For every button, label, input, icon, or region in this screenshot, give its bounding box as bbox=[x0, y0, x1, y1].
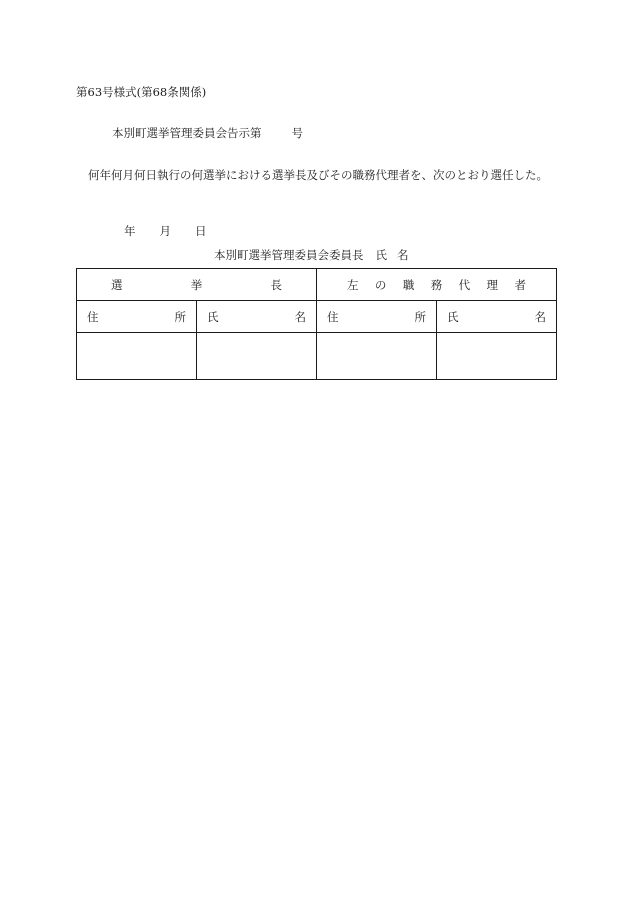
address-char: 所 bbox=[414, 309, 426, 324]
notice-heading-prefix: 本別町選挙管理委員会告示第 bbox=[112, 126, 262, 140]
deputy-header bbox=[317, 269, 557, 301]
signatory-surname-label: 氏 bbox=[375, 248, 387, 262]
deputy-char: 者 bbox=[514, 277, 526, 292]
table-row bbox=[77, 333, 557, 380]
deputy-address-header bbox=[317, 301, 437, 333]
deputy-char: 務 bbox=[430, 277, 443, 292]
name-char: 氏 bbox=[207, 309, 219, 324]
chief-address-header bbox=[77, 301, 197, 333]
election-chief-header bbox=[77, 269, 317, 301]
deputy-name-header bbox=[437, 301, 557, 333]
group-header-row bbox=[77, 269, 557, 301]
address-char: 所 bbox=[174, 309, 186, 324]
chief-name-header bbox=[197, 301, 317, 333]
date-line bbox=[124, 223, 207, 239]
deputy-char: 左 bbox=[347, 277, 359, 292]
election-chief-char: 挙 bbox=[190, 277, 203, 292]
name-char: 名 bbox=[534, 309, 546, 324]
notice-heading-suffix: 号 bbox=[291, 126, 303, 140]
signatory-line bbox=[214, 247, 409, 263]
deputy-address-cell[interactable] bbox=[317, 333, 437, 380]
signatory-name-label: 名 bbox=[397, 248, 409, 262]
notice-body-text: 何年何月何日執行の何選挙における選挙長及びその職務代理者を、次のとおり選任した。 bbox=[88, 168, 548, 182]
signatory-title: 本別町選挙管理委員会委員長 bbox=[214, 248, 364, 262]
chief-name-cell[interactable] bbox=[197, 333, 317, 380]
date-day-label: 日 bbox=[195, 224, 207, 238]
notice-body bbox=[76, 166, 556, 184]
appointment-table bbox=[76, 268, 557, 380]
notice-heading bbox=[112, 125, 303, 141]
address-char: 住 bbox=[327, 309, 339, 324]
sub-header-row bbox=[77, 301, 557, 333]
form-number: 第63号様式(第68条関係) bbox=[76, 85, 207, 99]
election-chief-char: 長 bbox=[270, 277, 282, 292]
deputy-char: の bbox=[374, 277, 387, 292]
address-char: 住 bbox=[87, 309, 99, 324]
deputy-name-cell[interactable] bbox=[437, 333, 557, 380]
name-char: 氏 bbox=[447, 309, 459, 324]
name-char: 名 bbox=[294, 309, 306, 324]
deputy-char: 代 bbox=[458, 277, 471, 292]
deputy-char: 理 bbox=[486, 277, 499, 292]
election-chief-char: 選 bbox=[111, 277, 123, 292]
deputy-char: 職 bbox=[402, 277, 415, 292]
date-year-label: 年 bbox=[124, 224, 136, 238]
chief-address-cell[interactable] bbox=[77, 333, 197, 380]
date-month-label: 月 bbox=[159, 224, 171, 238]
